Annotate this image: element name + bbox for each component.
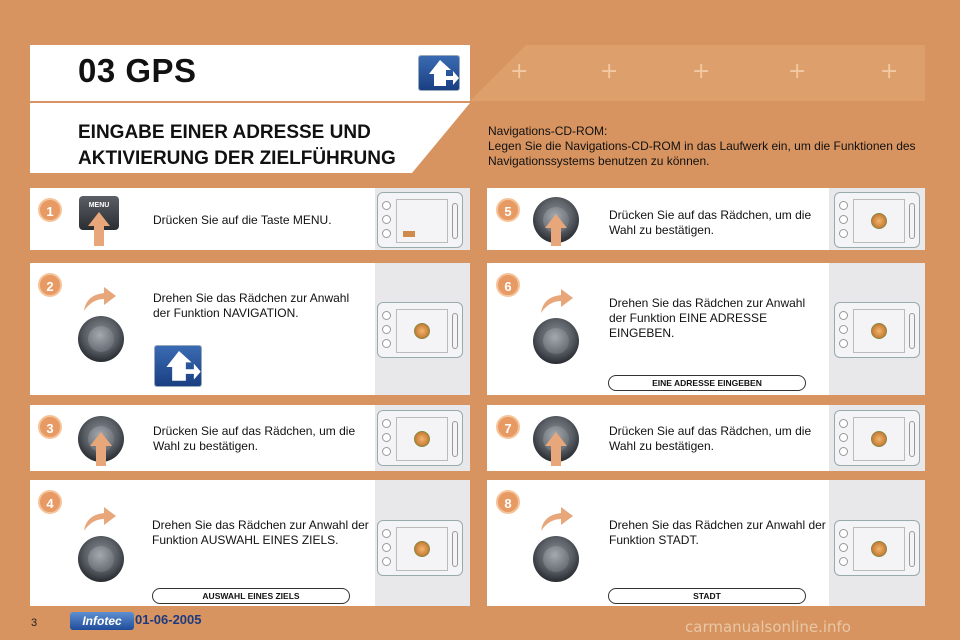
step-number: 8: [496, 490, 520, 514]
page-number: 3: [31, 617, 38, 629]
radio-unit-icon: [377, 192, 463, 248]
title-bar-decor: [470, 45, 925, 101]
arrow-up-icon: [90, 432, 112, 446]
turn-arrow-icon: [537, 287, 577, 315]
step-number: 1: [38, 198, 62, 222]
radio-unit-icon: [834, 410, 920, 466]
plus-icon: +: [788, 59, 807, 84]
menu-label-pill: STADT: [608, 588, 806, 604]
step-number: 2: [38, 273, 62, 297]
section-title: EINGABE EINER ADRESSE UND AKTIVIERUNG DER ZIELFÜHRUNG: [78, 122, 396, 169]
step-text: Drehen Sie das Rädchen zur Anwahl der Funktion NAVIGATION.: [153, 291, 350, 320]
radio-unit-icon: [834, 192, 920, 248]
knob-icon: [533, 536, 579, 582]
step-text: Drehen Sie das Rädchen zur Anwahl der Funktion STADT.: [609, 518, 826, 547]
plus-icon: +: [880, 59, 899, 84]
step-text: Drehen Sie das Rädchen zur Anwahl der Funktion EINE ADRESSE EINGEBEN.: [609, 296, 806, 340]
navigation-icon: [154, 345, 202, 387]
infotec-logo: Infotec: [70, 612, 134, 630]
radio-unit-icon: [377, 410, 463, 466]
chapter-title: 03 GPS: [78, 52, 197, 89]
menu-button-icon: MENU: [79, 196, 119, 230]
plus-icon: +: [692, 59, 711, 84]
cdrom-note: Navigations-CD-ROM: Legen Sie die Navigations-CD-ROM in das Laufwerk ein, um die Funktionen des Navigationssystems benutzen zu können.: [488, 124, 916, 168]
arrow-up-icon: [545, 432, 567, 446]
turn-arrow-icon: [80, 285, 120, 313]
step-number: 6: [496, 273, 520, 297]
navigation-icon: [418, 55, 460, 91]
step-text: Drehen Sie das Rädchen zur Anwahl der Funktion AUSWAHL EINES ZIELS.: [152, 518, 369, 547]
arrow-up-icon: [88, 212, 110, 226]
watermark: carmanualsonline.info: [685, 618, 851, 636]
plus-icon: +: [510, 59, 529, 84]
radio-unit-icon: [834, 520, 920, 576]
plus-icon: +: [600, 59, 619, 84]
knob-icon: [78, 536, 124, 582]
step-number: 5: [496, 198, 520, 222]
arrow-up-icon: [545, 214, 567, 228]
step-text: Drücken Sie auf das Rädchen, um die Wahl zu bestätigen.: [609, 208, 812, 237]
knob-icon: [78, 316, 124, 362]
menu-label-pill: AUSWAHL EINES ZIELS: [152, 588, 350, 604]
step-number: 7: [496, 415, 520, 439]
menu-label-pill: EINE ADRESSE EINGEBEN: [608, 375, 806, 391]
turn-arrow-icon: [537, 505, 577, 533]
radio-unit-icon: [377, 302, 463, 358]
step-text: Drücken Sie auf die Taste MENU.: [153, 213, 332, 227]
knob-icon: [533, 318, 579, 364]
step-text: Drücken Sie auf das Rädchen, um die Wahl zu bestätigen.: [609, 424, 812, 453]
step-number: 3: [38, 415, 62, 439]
revision-date: 01-06-2005: [135, 612, 202, 627]
radio-unit-icon: [834, 302, 920, 358]
step-text: Drücken Sie auf das Rädchen, um die Wahl zu bestätigen.: [153, 424, 356, 453]
turn-arrow-icon: [80, 505, 120, 533]
radio-unit-icon: [377, 520, 463, 576]
step-number: 4: [38, 490, 62, 514]
